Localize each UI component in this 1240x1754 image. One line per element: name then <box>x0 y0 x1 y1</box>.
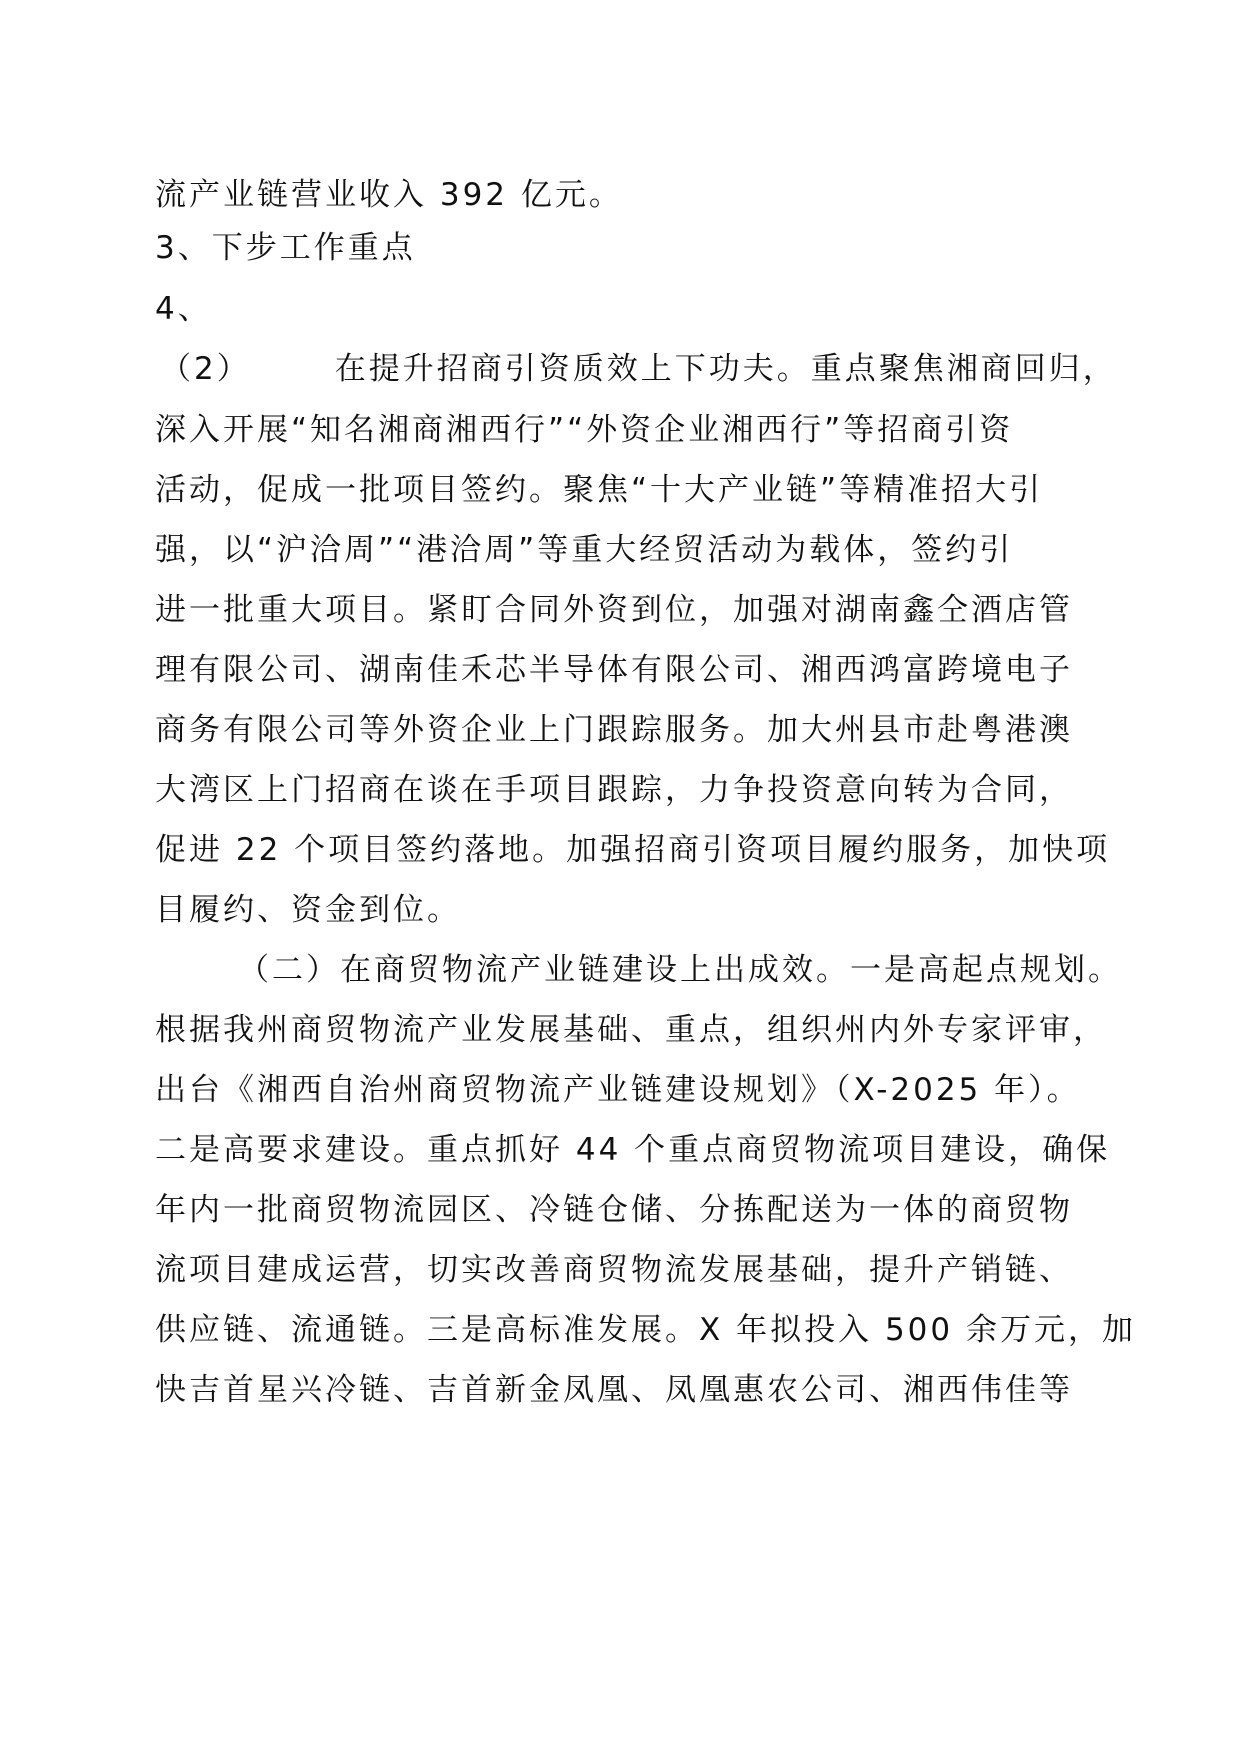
text-line-15: 根据我州商贸物流产业发展基础、重点，组织州内外专家评审， <box>155 1012 1107 1048</box>
text-line-21: 快吉首星兴冷链、吉首新金凤凰、凤凰惠农公司、湘西伟佳等 <box>155 1372 1073 1408</box>
section-two-heading: （二）在商贸物流产业链建设上出成效。一是高起点规划。 <box>238 952 1122 988</box>
section-heading-4: 4、 <box>155 291 212 327</box>
item-2-text: 在提升招商引资质效上下功夫。重点聚焦湘商回归， <box>334 351 1117 387</box>
text-line-8: 进一批重大项目。紧盯合同外资到位，加强对湖南鑫仝酒店管 <box>155 592 1073 628</box>
text-line-17: 二是高要求建设。重点抓好 44 个重点商贸物流项目建设，确保 <box>155 1132 1111 1168</box>
text-line-7: 强，以“沪洽周”“港洽周”等重大经贸活动为载体，签约引 <box>155 532 1014 568</box>
text-line-10: 商务有限公司等外资企业上门跟踪服务。加大州县市赴粤港澳 <box>155 712 1073 748</box>
text-line-19: 流项目建成运营，切实改善商贸物流发展基础，提升产销链、 <box>155 1252 1073 1288</box>
text-line-18: 年内一批商贸物流园区、冷链仓储、分拣配送为一体的商贸物 <box>155 1192 1073 1228</box>
text-line-6: 活动，促成一批项目签约。聚焦“十大产业链”等精准招大引 <box>155 472 1044 508</box>
section-heading-3: 3、下步工作重点 <box>155 230 416 266</box>
text-line-11: 大湾区上门招商在谈在手项目跟踪，力争投资意向转为合同， <box>155 772 1073 808</box>
item-2-line <box>160 349 1117 389</box>
text-line-1: 流产业链营业收入 392 亿元。 <box>155 177 623 213</box>
text-line-20: 供应链、流通链。三是高标准发展。X 年拟投入 500 余万元，加 <box>155 1312 1136 1348</box>
item-2-label: （2） <box>160 351 251 387</box>
text-line-16: 出台《湘西自治州商贸物流产业链建设规划》（X-2025 年）。 <box>155 1072 1081 1108</box>
text-line-12: 促进 22 个项目签约落地。加强招商引资项目履约服务，加快项 <box>155 832 1111 868</box>
text-line-5: 深入开展“知名湘商湘西行”“外资企业湘西行”等招商引资 <box>155 412 1014 448</box>
text-line-9: 理有限公司、湖南佳禾芯半导体有限公司、湘西鸿富跨境电子 <box>155 652 1073 688</box>
text-line-13: 目履约、资金到位。 <box>155 892 461 928</box>
